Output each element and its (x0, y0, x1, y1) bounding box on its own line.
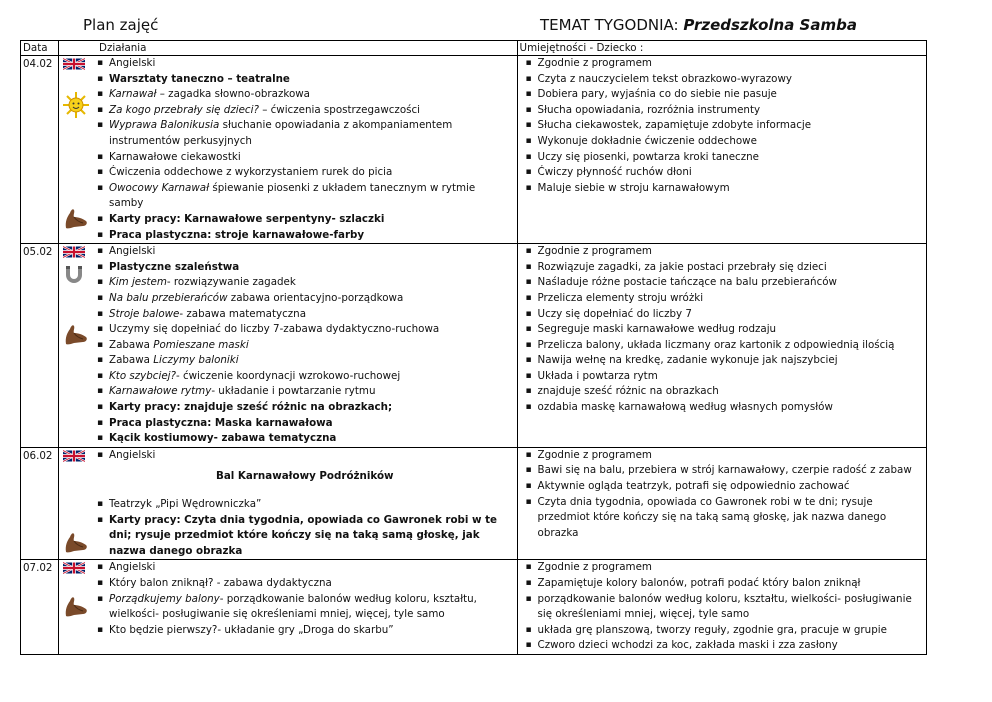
activity-text: Karty pracy: Karnawałowe serpentyny- szlaczki (109, 212, 385, 225)
day-row (21, 447, 927, 560)
activity-title: Porządkujemy balony (109, 592, 220, 605)
activity-text: Karnawałowe ciekawostki (109, 150, 241, 163)
day-row (21, 560, 927, 655)
hand-icon (63, 322, 89, 349)
activity-text: – zagadka słowno-obrazkowa (156, 88, 310, 101)
activity-item (97, 576, 513, 592)
day-date: 06.02 (21, 447, 59, 560)
activity-text: Ćwiczenia oddechowe z wykorzystaniem rurek do picia (109, 166, 393, 179)
activity-item (97, 400, 513, 416)
skill-item: ▪ Aktywnie ogląda teatrzyk, potrafi się odpowiednio zachować (522, 479, 920, 495)
skills-cell (517, 560, 926, 655)
activity-item (97, 513, 513, 560)
skill-item: ▪ Rozwiązuje zagadki, za jakie postaci przebrały się dzieci (522, 260, 920, 276)
activity-text: Karty pracy: znajduje sześć różnic na obrazkach; (109, 401, 393, 414)
activity-item (97, 322, 513, 338)
skill-item: ▪ Zgodnie z programem (522, 244, 920, 260)
skill-item: ▪ układa grę planszową, tworzy reguły, zgodnie gra, pracuje w grupie (522, 623, 920, 639)
skill-item: ▪ Ćwiczy płynność ruchów dłoni (522, 165, 920, 181)
hand-icon (63, 206, 89, 233)
day-date: 07.02 (21, 560, 59, 655)
hand-icon (63, 530, 89, 557)
skill-item: ▪ Przelicza elementy stroju wróżki (522, 291, 920, 307)
activity-item (97, 228, 513, 244)
activity-text: - rozwiązywanie zagadek (166, 276, 296, 289)
header-activities: Działania (59, 41, 518, 56)
activity-title: Za kogo przebrały się dzieci? (109, 103, 259, 116)
activity-item (97, 560, 513, 576)
skill-item: ▪ Słucha ciekawostek, zapamiętuje zdobyte informacje (522, 118, 920, 134)
activity-text: śpiewanie piosenki z układem tanecznym w rytmie samby (109, 181, 476, 210)
skill-item: ▪ Układa i powtarza rytm (522, 369, 920, 385)
activity-item (97, 87, 513, 103)
skill-item: ▪ Naśladuje różne postacie tańczące na balu przebierańców (522, 275, 920, 291)
activity-text: Zabawa (109, 354, 154, 367)
activity-text: Angielski (109, 245, 156, 258)
plan-title: Plan zajęć (83, 16, 159, 34)
skill-item: ▪ Nawija wełnę na kredkę, zadanie wykonuje jak najszybciej (522, 353, 920, 369)
activity-title: Wyprawa Balonikusia (109, 119, 220, 132)
activity-title: Pomieszane maski (153, 338, 249, 351)
activity-item (97, 431, 513, 447)
activity-title: Stroje balowe (109, 307, 180, 320)
activity-title: Na balu przebierańców (109, 291, 228, 304)
skill-item: ▪ ozdabia maskę karnawałową według własnych pomysłów (522, 400, 920, 416)
skill-item: ▪ Zapamiętuje kolory balonów, potrafi podać który balon zniknął (522, 576, 920, 592)
activity-item (97, 181, 513, 212)
uk-flag-icon (63, 58, 85, 73)
skill-item: ▪ Zgodnie z programem (522, 448, 920, 464)
activity-text: Kącik kostiumowy- zabawa tematyczna (109, 432, 337, 445)
activity-item (97, 212, 513, 228)
activity-item (97, 72, 513, 88)
header-date: Data (21, 41, 59, 56)
activity-text: słuchanie opowiadania z akompaniamentem instrumentów perkusyjnych (109, 119, 453, 147)
activity-text: Bal Karnawałowy Podróżników (216, 470, 394, 483)
skill-item: ▪ Bawi się na balu, przebiera w strój karnawałowy, czerpie radość z zabaw (522, 463, 920, 479)
uk-flag-icon (63, 246, 85, 261)
activity-item (97, 165, 513, 181)
skills-cell (517, 447, 926, 560)
activity-text: Teatrzyk „Pipi Wędrowniczka” (109, 498, 262, 511)
activity-item (97, 384, 513, 400)
activity-title: Kto szybciej? (109, 369, 176, 382)
activity-item (97, 103, 513, 119)
activity-text: - zabawa matematyczna (179, 307, 307, 320)
skill-item: ▪ Wykonuje dokładnie ćwiczenie oddechowe (522, 134, 920, 150)
activity-text: Angielski (109, 561, 156, 574)
activity-text: Zabawa (109, 338, 154, 351)
hand-icon (63, 594, 89, 621)
activity-title: Owocowy Karnawał (109, 181, 210, 194)
day-date: 05.02 (21, 244, 59, 448)
skill-item: ▪ Czyta z nauczycielem tekst obrazkowo-wyrazowy (522, 72, 920, 88)
skill-item: ▪ Uczy się piosenki, powtarza kroki taneczne (522, 150, 920, 166)
activity-text: Który balon zniknął? - zabawa dydaktyczna (109, 577, 332, 589)
activity-title: Karnawał (109, 88, 157, 101)
activity-title: Liczymy baloniki (153, 354, 239, 367)
activity-item (97, 291, 513, 307)
skill-item: ▪ Słucha opowiadania, rozróżnia instrumenty (522, 103, 920, 119)
skill-item: ▪ Maluje siebie w stroju karnawałowym (522, 181, 920, 197)
header-skills: Umiejętności - Dziecko : (517, 41, 926, 56)
activity-text: Karty pracy: Czyta dnia tygodnia, opowiada co Gawronek robi w te dni; rysuje przedmiot które kończy się na taką samą głoskę, jak nazwa danego obrazka (109, 513, 498, 557)
skills-cell (517, 56, 926, 244)
activities-cell (59, 560, 518, 655)
activity-item (97, 353, 513, 369)
theme-name: Przedszkolna Samba (683, 16, 857, 34)
activity-item (97, 56, 513, 72)
activity-item (97, 338, 513, 354)
activity-item (97, 469, 513, 485)
activity-text: Warsztaty taneczno – teatralne (109, 72, 290, 85)
magnet-icon (63, 264, 85, 289)
skill-item: ▪ Segreguje maski karnawałowe według rodzaju (522, 322, 920, 338)
plan-table (20, 40, 927, 655)
skill-item: ▪ znajduje sześć różnic na obrazkach (522, 384, 920, 400)
activities-cell (59, 447, 518, 560)
activity-title: Karnawałowe rytmy (109, 385, 212, 398)
uk-flag-icon (63, 562, 85, 577)
activity-item (97, 307, 513, 323)
activity-item (97, 260, 513, 276)
activity-text: - porządkowanie balonów według koloru, kształtu, wielkości- posługiwanie się określeniami mniej, więcej, tyle samo (109, 592, 477, 621)
skill-item: ▪ Czworo dzieci wchodzi za koc, zakłada maski i zza zasłony (522, 638, 920, 654)
activity-text: - układanie i powtarzanie rytmu (211, 385, 376, 398)
activity-text: Angielski (109, 57, 156, 69)
activity-item (97, 118, 513, 149)
activity-item (97, 497, 513, 513)
activity-item (97, 448, 513, 464)
skill-item: ▪ Uczy się dopełniać do liczby 7 (522, 307, 920, 323)
activity-text: Praca plastyczna: stroje karnawałowe-farby (109, 228, 365, 241)
activity-item (97, 275, 513, 291)
activity-text: Praca plastyczna: Maska karnawałowa (109, 416, 333, 429)
activity-text: Plastyczne szaleństwa (109, 260, 240, 273)
skills-cell (517, 244, 926, 448)
activities-cell (59, 56, 518, 244)
theme-label: TEMAT TYGODNIA: (540, 16, 679, 34)
activity-text: Kto będzie pierwszy?- układanie gry „Droga do skarbu” (109, 623, 394, 636)
activity-item (97, 592, 513, 623)
activity-item (97, 244, 513, 260)
activities-cell (59, 244, 518, 448)
skill-item: ▪ Dobiera pary, wyjaśnia co do siebie nie pasuje (522, 87, 920, 103)
skill-item: ▪ porządkowanie balonów według koloru, kształtu, wielkości- posługiwanie się określeniami mniej, więcej, tyle samo (522, 592, 920, 623)
day-date: 04.02 (21, 56, 59, 244)
week-theme (540, 16, 857, 34)
skill-item: ▪ Czyta dnia tygodnia, opowiada co Gawronek robi w te dni; rysuje przedmiot które kończy się na taką samą głoskę, jak nazwa danego obrazka (522, 495, 920, 542)
activity-text: Angielski (109, 448, 156, 461)
activity-text: – ćwiczenia spostrzegawczości (258, 103, 421, 116)
activity-item (97, 150, 513, 166)
activity-text: Uczymy się dopełniać do liczby 7-zabawa dydaktyczno-ruchowa (109, 323, 440, 336)
activity-title: Kim jestem (109, 276, 167, 289)
skill-item: ▪ Przelicza balony, układa liczmany oraz kartonik z odpowiednią ilością (522, 338, 920, 354)
skill-item: ▪ Zgodnie z programem (522, 560, 920, 576)
header-row (21, 41, 927, 56)
activity-text: - ćwiczenie koordynacji wzrokowo-ruchowej (175, 369, 401, 382)
uk-flag-icon (63, 450, 85, 465)
activity-text: zabawa orientacyjno-porządkowa (227, 291, 404, 304)
activity-item (97, 416, 513, 432)
activity-item (97, 369, 513, 385)
skill-item: ▪ Zgodnie z programem (522, 56, 920, 72)
day-row (21, 244, 927, 448)
sun-icon (63, 92, 89, 121)
activity-item (97, 623, 513, 639)
day-row (21, 56, 927, 244)
